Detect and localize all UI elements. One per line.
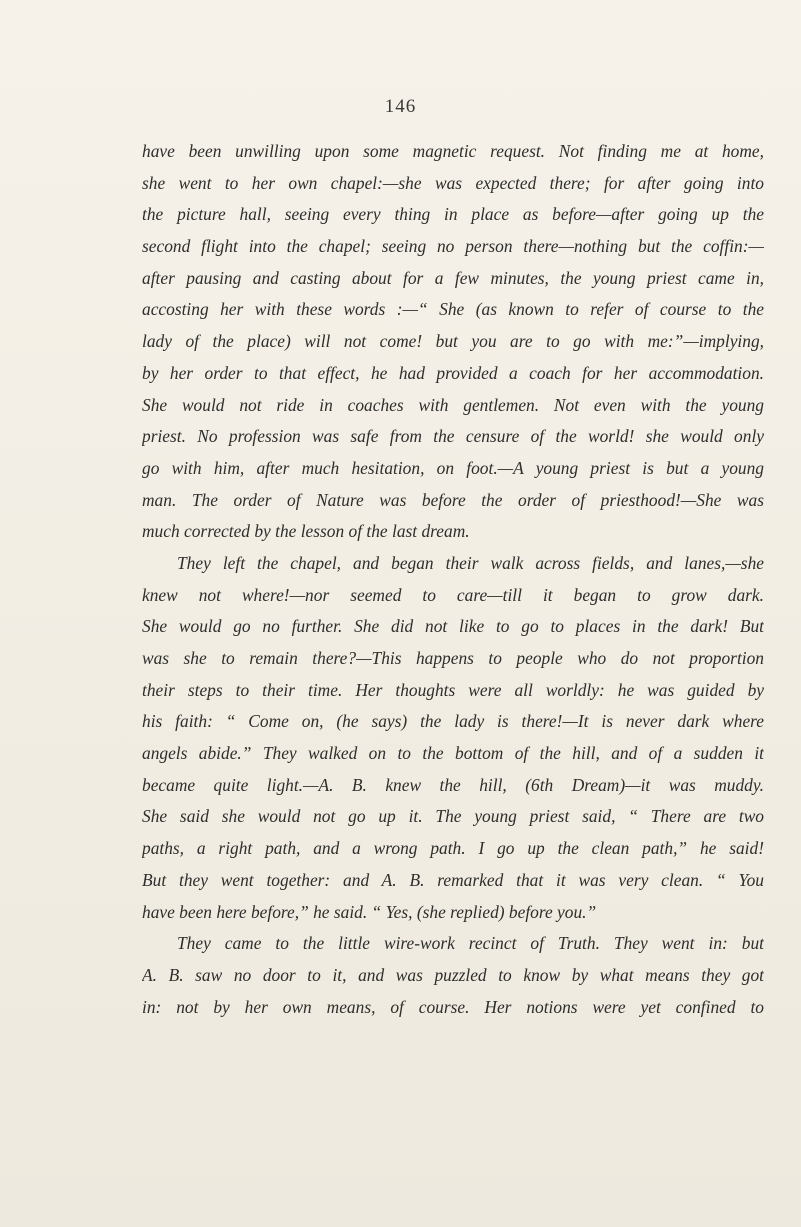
text-line: she went to her own chapel:—she was expected there; for after going into	[142, 172, 764, 193]
text-line: She said she would not go up it. The young priest said, “ There are two	[142, 806, 764, 827]
page-body-text	[142, 136, 764, 1023]
text-line: was she to remain there?—This happens to people who do not proportion	[142, 648, 764, 668]
text-line: She would go no further. She did not like to go to places in the dark! But	[142, 616, 764, 637]
text-line: after pausing and casting about for a few minutes, the young priest came in,	[142, 267, 764, 288]
text-line: in: not by her own means, of course. Her notions were yet confined to	[142, 996, 764, 1017]
text-line: the picture hall, seeing every thing in place as before—after going up the	[142, 204, 764, 225]
text-line: man. The order of Nature was before the order of priesthood!—She was	[142, 489, 764, 510]
text-line: She would not ride in coaches with gentlemen. Not even with the young	[142, 394, 764, 415]
text-line: knew not where!—nor seemed to care—till it began to grow dark.	[142, 584, 764, 605]
text-line: second flight into the chapel; seeing no person there—nothing but the coffin:—	[142, 236, 764, 257]
text-line: priest. No profession was safe from the censure of the world! she would only	[142, 426, 764, 447]
text-line: A. B. saw no door to it, and was puzzled to know by what means they got	[142, 964, 764, 985]
page-number: 146	[384, 96, 417, 117]
text-line: paths, a right path, and a wrong path. I go up the clean path,” he said!	[142, 838, 764, 859]
text-line: lady of the place) will not come! but you are to go with me:”—implying,	[142, 331, 764, 352]
text-line: much corrected by the lesson of the last dream.	[142, 521, 470, 542]
text-line: have been unwilling upon some magnetic request. Not finding me at home,	[142, 141, 764, 161]
text-line: accosting her with these words :—“ She (as known to refer of course to the	[142, 299, 764, 320]
text-line: go with him, after much hesitation, on foot.—A young priest is but a young	[142, 457, 764, 478]
text-line: They came to the little wire-work recinct of Truth. They went in: but	[177, 933, 764, 954]
text-line: his faith: “ Come on, (he says) the lady is there!—It is never dark where	[142, 711, 764, 732]
text-line: by her order to that effect, he had provided a coach for her accommodation.	[142, 362, 764, 383]
text-line: have been here before,” he said. “ Yes, (she replied) before you.”	[142, 901, 597, 922]
text-line: their steps to their time. Her thoughts were all worldly: he was guided by	[142, 679, 764, 700]
text-line: But they went together: and A. B. remarked that it was very clean. “ You	[142, 869, 764, 890]
text-line: became quite light.—A. B. knew the hill, (6th Dream)—it was muddy.	[142, 774, 764, 795]
text-line: They left the chapel, and began their walk across fields, and lanes,—she	[177, 552, 764, 573]
text-line: angels abide.” They walked on to the bottom of the hill, and of a sudden it	[142, 743, 764, 764]
